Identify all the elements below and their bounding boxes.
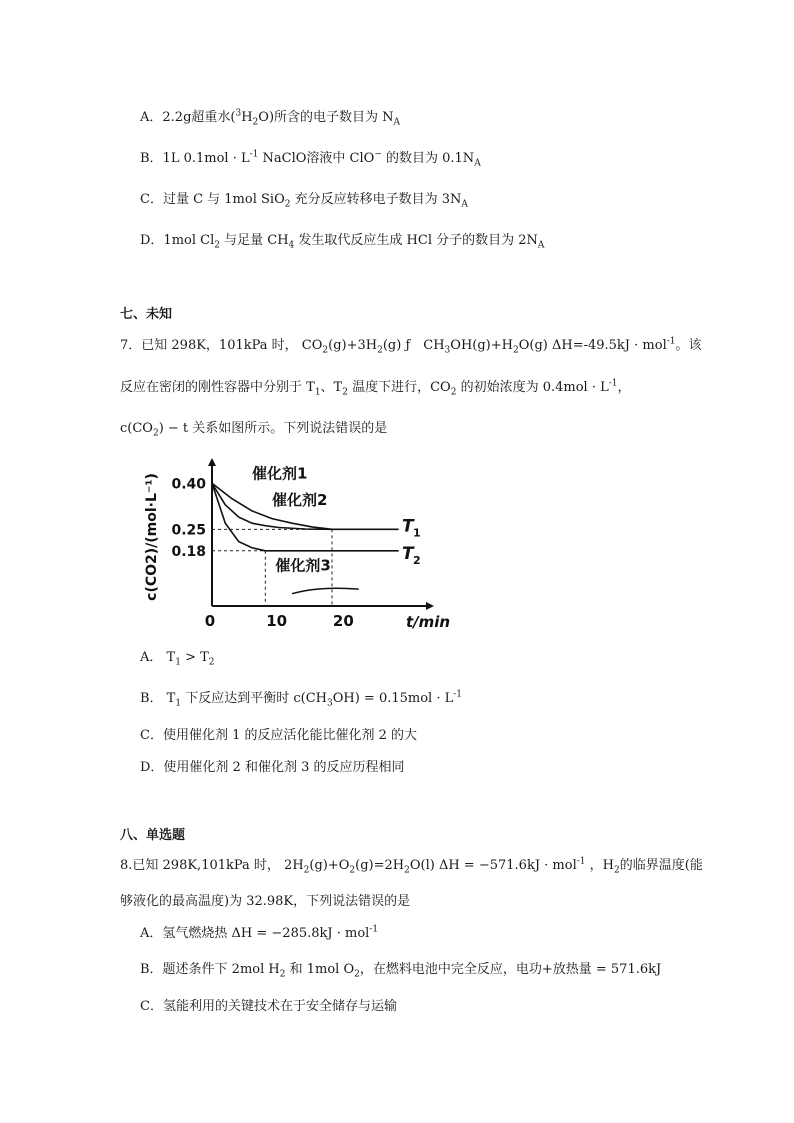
section-7-heading: 七、未知 — [120, 307, 173, 322]
x-tick-label: 0 — [204, 612, 216, 630]
x-axis-label: t/min — [405, 613, 451, 631]
y-axis-label: c(CO2)/(mol·L⁻¹) — [144, 473, 160, 601]
q6-option-d: D．1mol $Cl_2$ 与足量 $CH_4$ 发生取代反应生成 HCl 分子的数目为 $2N_A$ — [140, 233, 545, 251]
y-tick-label: 0.40 — [171, 476, 206, 493]
q8-option-c: C．氢能利用的关键技术在于安全储存与运输 — [140, 999, 397, 1014]
x-tick-label: 10 — [266, 612, 288, 630]
q7-option-b: B． $T_1$ 下反应达到平衡时 $c(CH_3OH) = 0.15mol \cdot L^{-1}$ — [140, 689, 463, 709]
co2-concentration-chart — [140, 458, 451, 631]
y-tick-label: 0.18 — [171, 543, 206, 560]
label-catalyst-3: 催化剂3 — [275, 556, 331, 575]
q8-option-b: B．题述条件下 2mol $H_2$ 和 1mol $O_2$，在燃料电池中完全反应，电功+放热量 = 571.6kJ — [140, 962, 662, 980]
section-8-heading: 八、单选题 — [120, 828, 186, 843]
q7-line-2: 反应在密闭的刚性容器中分别于 $T_1$、$T_2$ 温度下进行，$CO_2$ 的初始浓度为 $0.4mol \cdot L^{-1}$， — [120, 378, 631, 398]
x-axis-arrow — [426, 602, 434, 610]
q8-line-2: 够液化的最高温度)为 32.98K，下列说法错误的是 — [120, 894, 411, 909]
q6-option-a: A．2.2g超重水$(^3H_2O)$所含的电子数目为 $N_A$ — [140, 108, 401, 128]
q8-line-1: 8.已知 298K,101kPa 时， $2H_2(g)+O_2(g)=2H_2O(l) \Delta H = -571.6kJ \cdot mol^{-1}$ ，$H_2$的临界温度(能 — [120, 856, 703, 876]
q6-option-c: C．过量 C 与 1mol SiO$_2$ 充分反应转移电子数目为 $3N_A$ — [140, 192, 468, 210]
q7-option-d: D．使用催化剂 2 和催化剂 3 的反应历程相同 — [140, 760, 405, 775]
q7-line-1: 7．已知 298K，101kPa 时， $CO_2(g)+3H_2(g)$ ƒ $CH_3OH(g)+H_2O(g) \Delta H=-49.5kJ \cdot mol^{-1}$。该 — [120, 336, 702, 356]
q8-option-a: A．氢气燃烧热 ΔH = −285.8kJ · mol$^{-1}$ — [140, 924, 379, 941]
label-t1-sub: 1 — [413, 526, 421, 540]
catalyst-3-underline — [292, 588, 359, 593]
label-catalyst-1: 催化剂1 — [252, 464, 308, 483]
label-t2-sub: 2 — [413, 553, 421, 567]
label-t2: T — [402, 543, 414, 564]
q7-option-c: C．使用催化剂 1 的反应活化能比催化剂 2 的大 — [140, 728, 418, 743]
y-axis-arrow — [208, 458, 216, 466]
q6-option-b: B．1L $0.1mol \cdot L^{-1}$ NaClO溶液中 ClO− 的数目为 $0.1N_A$ — [140, 149, 481, 169]
label-t1: T — [402, 516, 414, 537]
y-tick-label: 0.25 — [171, 522, 206, 539]
label-catalyst-2: 催化剂2 — [272, 490, 328, 509]
x-tick-label: 20 — [332, 612, 354, 630]
q7-line-3: $c(CO_2) - t$ 关系如图所示。下列说法错误的是 — [120, 421, 388, 439]
q7-option-a: A． $T_1 > T_2$ — [140, 650, 215, 668]
